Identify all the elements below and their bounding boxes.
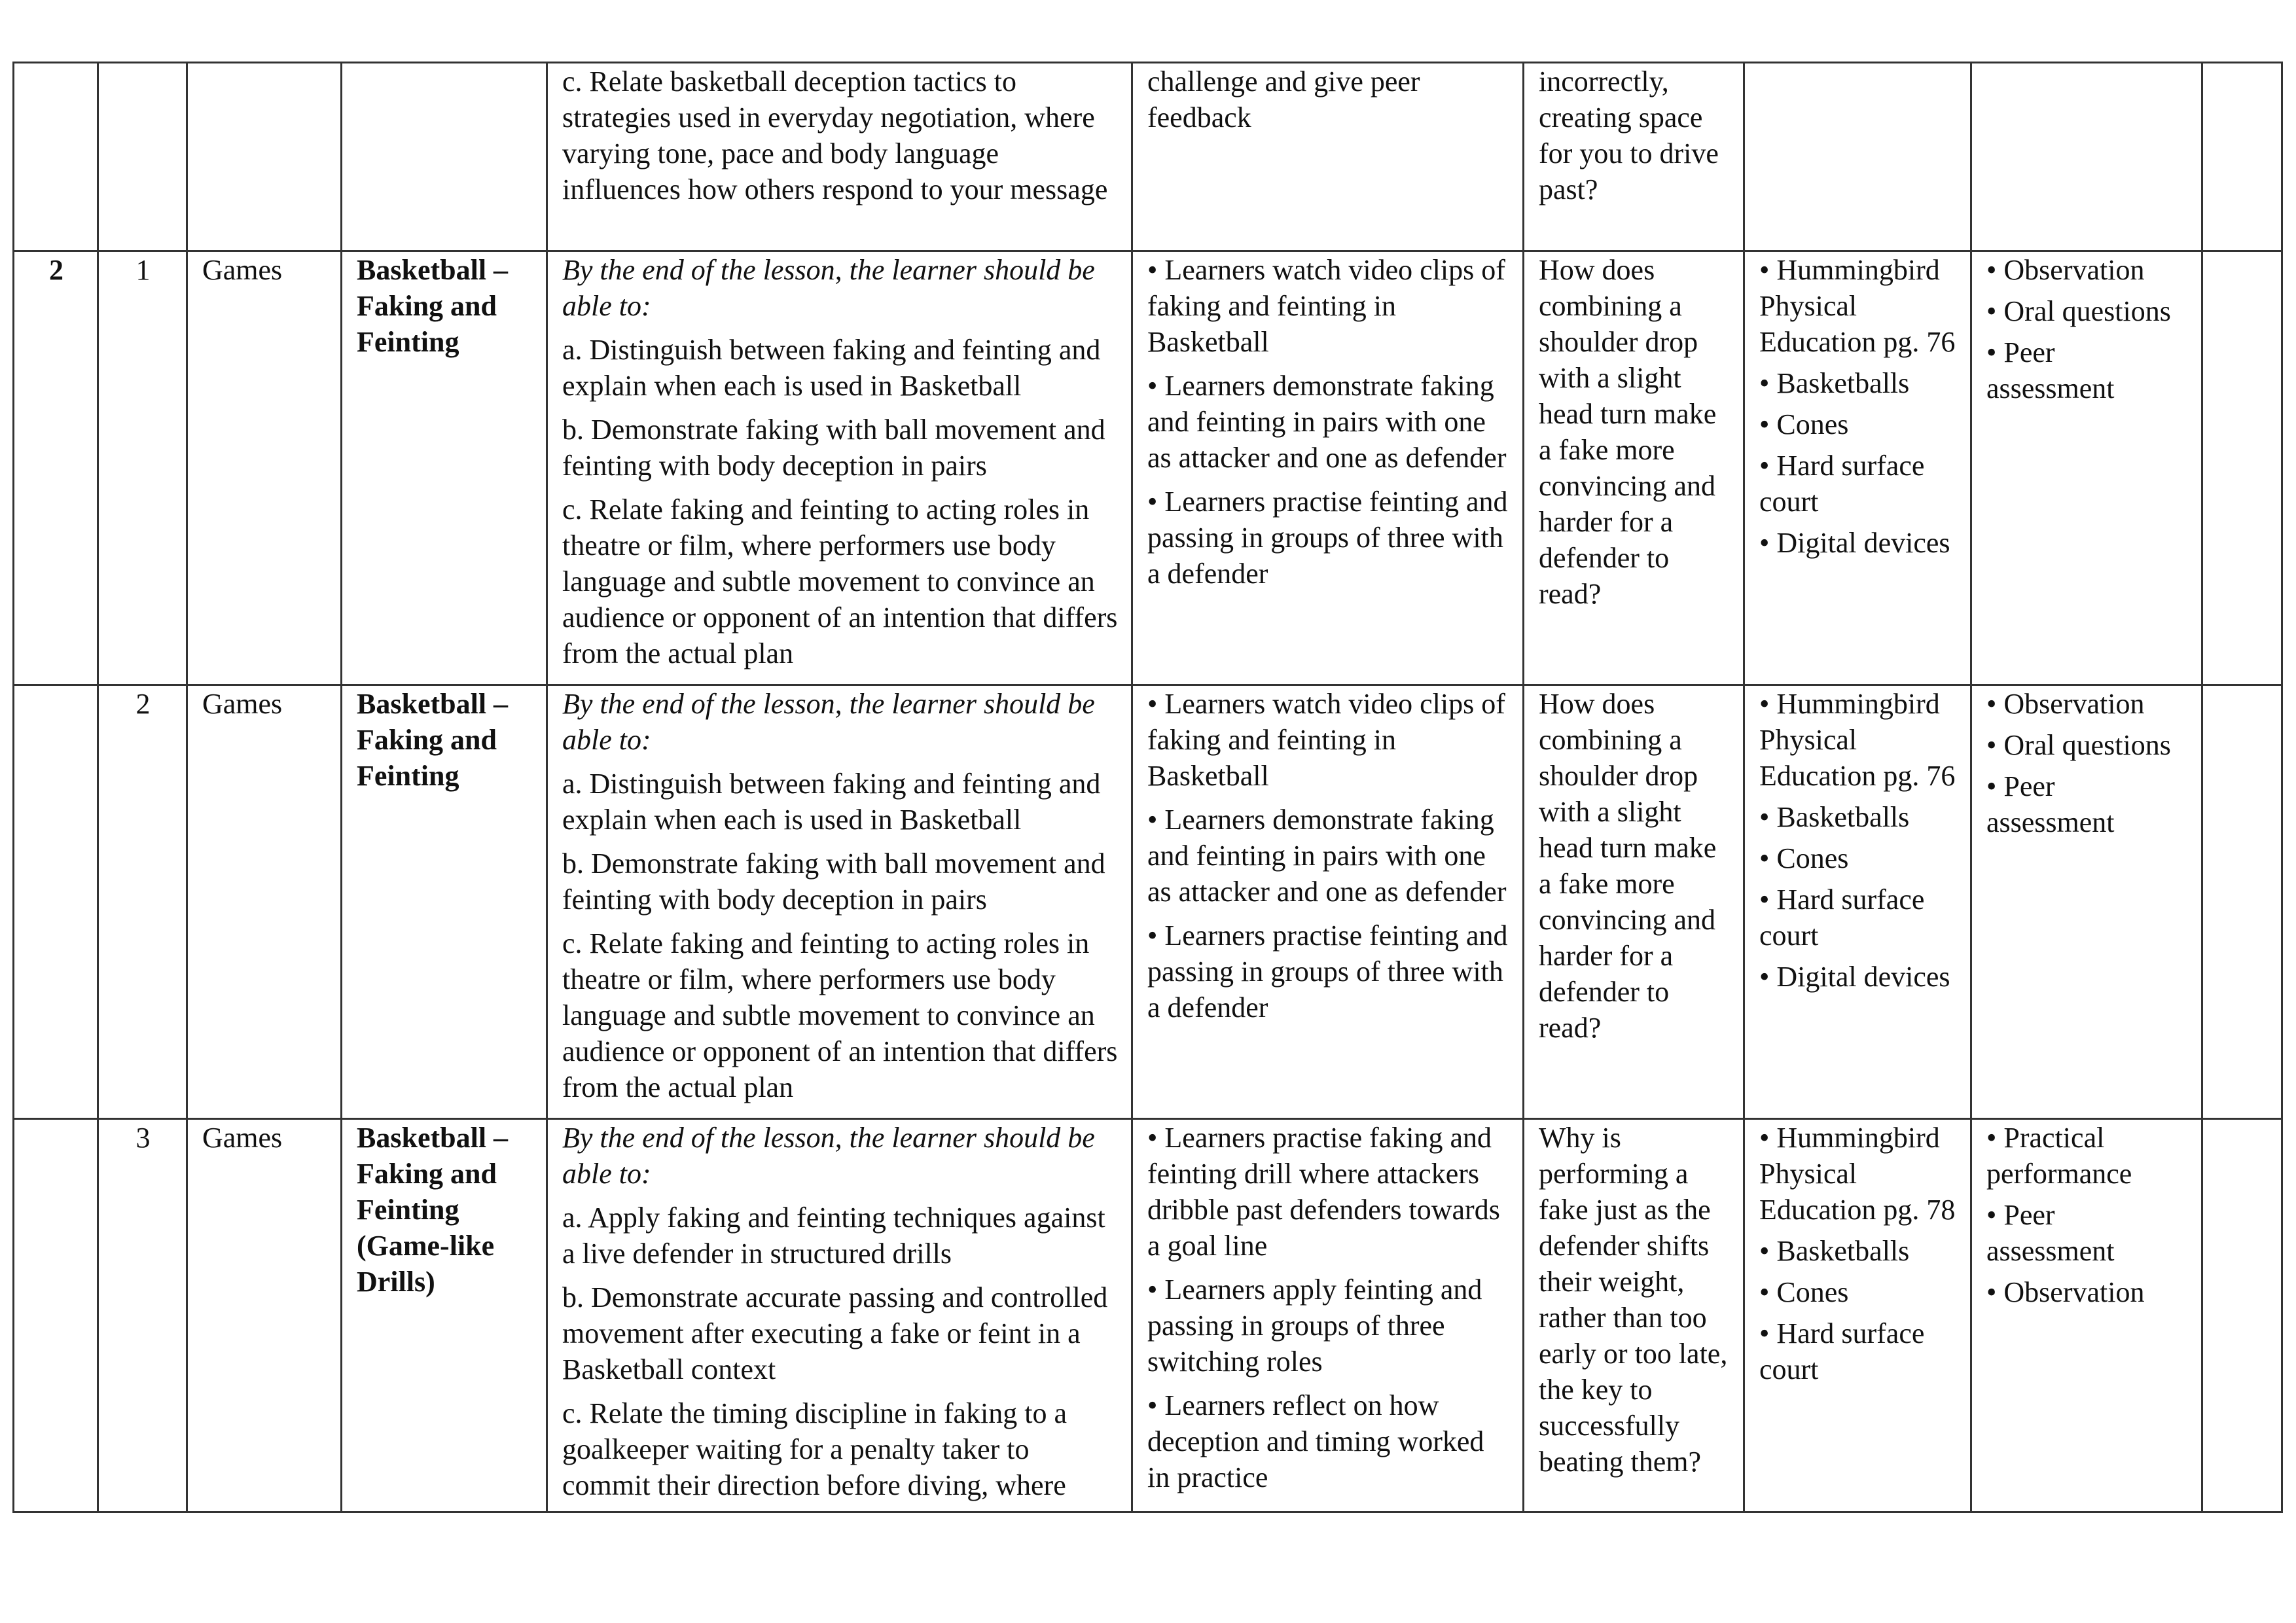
strand-cell: Games [187,251,342,685]
strand-cell: Games [187,685,342,1119]
outcome-item: a. Distinguish between faking and feinting and explain when each is used in Basketball [562,334,1101,402]
resource-item: • Hummingbird Physical Education pg. 78 [1759,1122,1956,1226]
assessment-item: • Oral questions [1986,729,2171,761]
sub-strand-cell: Basketball – Faking and Feinting (Game-like Drills) [342,1119,547,1512]
remarks-cell [2202,1119,2282,1512]
resource-item: • Hard surface court [1759,1317,1925,1385]
outcomes-intro: By the end of the lesson, the learner should be able to: [562,1122,1095,1190]
learning-experiences-cell [1132,1119,1524,1512]
resource-item: • Cones [1759,1276,1849,1308]
learning-outcomes-cell [547,251,1132,685]
resource-item: • Basketballs [1759,801,1910,833]
outcome-item: b. Demonstrate faking with ball movement and feinting with body deception in pairs [562,414,1105,482]
scheme-of-work-table [12,62,2283,1513]
experience-item: • Learners practise feinting and passing in groups of three with a defender [1147,919,1508,1024]
week-cell: 2 [14,251,98,685]
resource-item: • Cones [1759,842,1849,874]
outcome-item: b. Demonstrate accurate passing and controlled movement after executing a fake or feint in a Basketball context [562,1281,1108,1385]
resource-item: • Basketballs [1759,367,1910,399]
learning-experiences-cell [1132,685,1524,1119]
assessment-cell [1971,251,2202,685]
resource-item: • Digital devices [1759,527,1950,559]
assessment-cell [1971,63,2202,251]
resource-item: • Hummingbird Physical Education pg. 76 [1759,688,1956,792]
learning-outcomes-cell [547,1119,1132,1512]
outcome-item: c. Relate faking and feinting to acting roles in theatre or film, where performers use body language and subtle movement to convince an audience or opponent of an intention that differs from the actual plan [562,493,1118,669]
lesson-cell: 1 [98,251,187,685]
experience-item: • Learners reflect on how deception and timing worked in practice [1147,1389,1484,1493]
experience-item: • Learners watch video clips of faking and feinting in Basketball [1147,254,1505,358]
outcome-item: c. Relate the timing discipline in faking to a goalkeeper waiting for a penalty taker to commit their direction before diving, where [562,1397,1067,1501]
outcome-item: b. Demonstrate faking with ball movement and feinting with body deception in pairs [562,847,1105,916]
inquiry-text: How does combining a shoulder drop with a slight head turn make a fake more convincing and harder for a defender to read? [1539,254,1717,610]
resource-item: • Cones [1759,408,1849,440]
assessment-item: • Observation [1986,688,2145,720]
table-row [14,251,2282,685]
resource-item: • Hummingbird Physical Education pg. 76 [1759,254,1956,358]
remarks-cell [2202,63,2282,251]
assessment-item: • Observation [1986,254,2145,286]
learning-outcomes-cell [547,63,1132,251]
resources-cell [1744,1119,1971,1512]
sub-strand-cell: Basketball – Faking and Feinting [342,251,547,685]
assessment-item: • Practical performance [1986,1122,2132,1190]
inquiry-text: How does combining a shoulder drop with a slight head turn make a fake more convincing and harder for a defender to read? [1539,688,1717,1044]
resources-cell [1744,685,1971,1119]
resources-cell [1744,63,1971,251]
assessment-item: • Oral questions [1986,295,2171,327]
key-inquiry-cell [1524,63,1744,251]
experience-text: challenge and give peer feedback [1147,65,1420,134]
week-cell [14,1119,98,1512]
lesson-cell: 2 [98,685,187,1119]
experience-item: • Learners apply feinting and passing in groups of three switching roles [1147,1274,1482,1378]
table-row [14,685,2282,1119]
table-row-continuation [14,63,2282,251]
resources-cell [1744,251,1971,685]
remarks-cell [2202,685,2282,1119]
experience-item: • Learners practise feinting and passing in groups of three with a defender [1147,486,1508,590]
key-inquiry-cell [1524,1119,1744,1512]
outcomes-intro: By the end of the lesson, the learner should be able to: [562,254,1095,322]
inquiry-text: incorrectly, creating space for you to drive past? [1539,65,1719,205]
resource-item: • Basketballs [1759,1235,1910,1267]
experience-item: • Learners watch video clips of faking and feinting in Basketball [1147,688,1505,792]
learning-experiences-cell [1132,63,1524,251]
sub-strand-cell [342,63,547,251]
resource-item: • Hard surface court [1759,883,1925,952]
assessment-cell [1971,685,2202,1119]
week-cell [14,63,98,251]
assessment-item: • Peer assessment [1986,1199,2115,1267]
lesson-cell [98,63,187,251]
strand-cell [187,63,342,251]
learning-outcomes-cell [547,685,1132,1119]
assessment-item: • Peer assessment [1986,336,2115,404]
assessment-item: • Peer assessment [1986,770,2115,838]
week-cell [14,685,98,1119]
assessment-item: • Observation [1986,1276,2145,1308]
outcome-text: c. Relate basketball deception tactics to strategies used in everyday negotiation, where varying tone, pace and body language influences how others respond to your message [562,65,1108,205]
key-inquiry-cell [1524,251,1744,685]
outcome-item: a. Distinguish between faking and feinting and explain when each is used in Basketball [562,768,1101,836]
assessment-cell [1971,1119,2202,1512]
sub-strand-cell: Basketball – Faking and Feinting [342,685,547,1119]
key-inquiry-cell [1524,685,1744,1119]
experience-item: • Learners demonstrate faking and feinting in pairs with one as attacker and one as defender [1147,804,1507,908]
learning-experiences-cell [1132,251,1524,685]
table-row [14,1119,2282,1512]
inquiry-text: Why is performing a fake just as the defender shifts their weight, rather than too early or too late, the key to successfully beating them? [1539,1122,1728,1478]
experience-item: • Learners practise faking and feinting drill where attackers dribble past defenders towards a goal line [1147,1122,1500,1262]
outcome-item: c. Relate faking and feinting to acting roles in theatre or film, where performers use body language and subtle movement to convince an audience or opponent of an intention that differs from the actual plan [562,927,1118,1103]
outcome-item: a. Apply faking and feinting techniques against a live defender in structured drills [562,1202,1105,1270]
remarks-cell [2202,251,2282,685]
experience-item: • Learners demonstrate faking and feinting in pairs with one as attacker and one as defender [1147,370,1507,474]
outcomes-intro: By the end of the lesson, the learner should be able to: [562,688,1095,756]
strand-cell: Games [187,1119,342,1512]
resource-item: • Digital devices [1759,961,1950,993]
resource-item: • Hard surface court [1759,450,1925,518]
lesson-cell: 3 [98,1119,187,1512]
